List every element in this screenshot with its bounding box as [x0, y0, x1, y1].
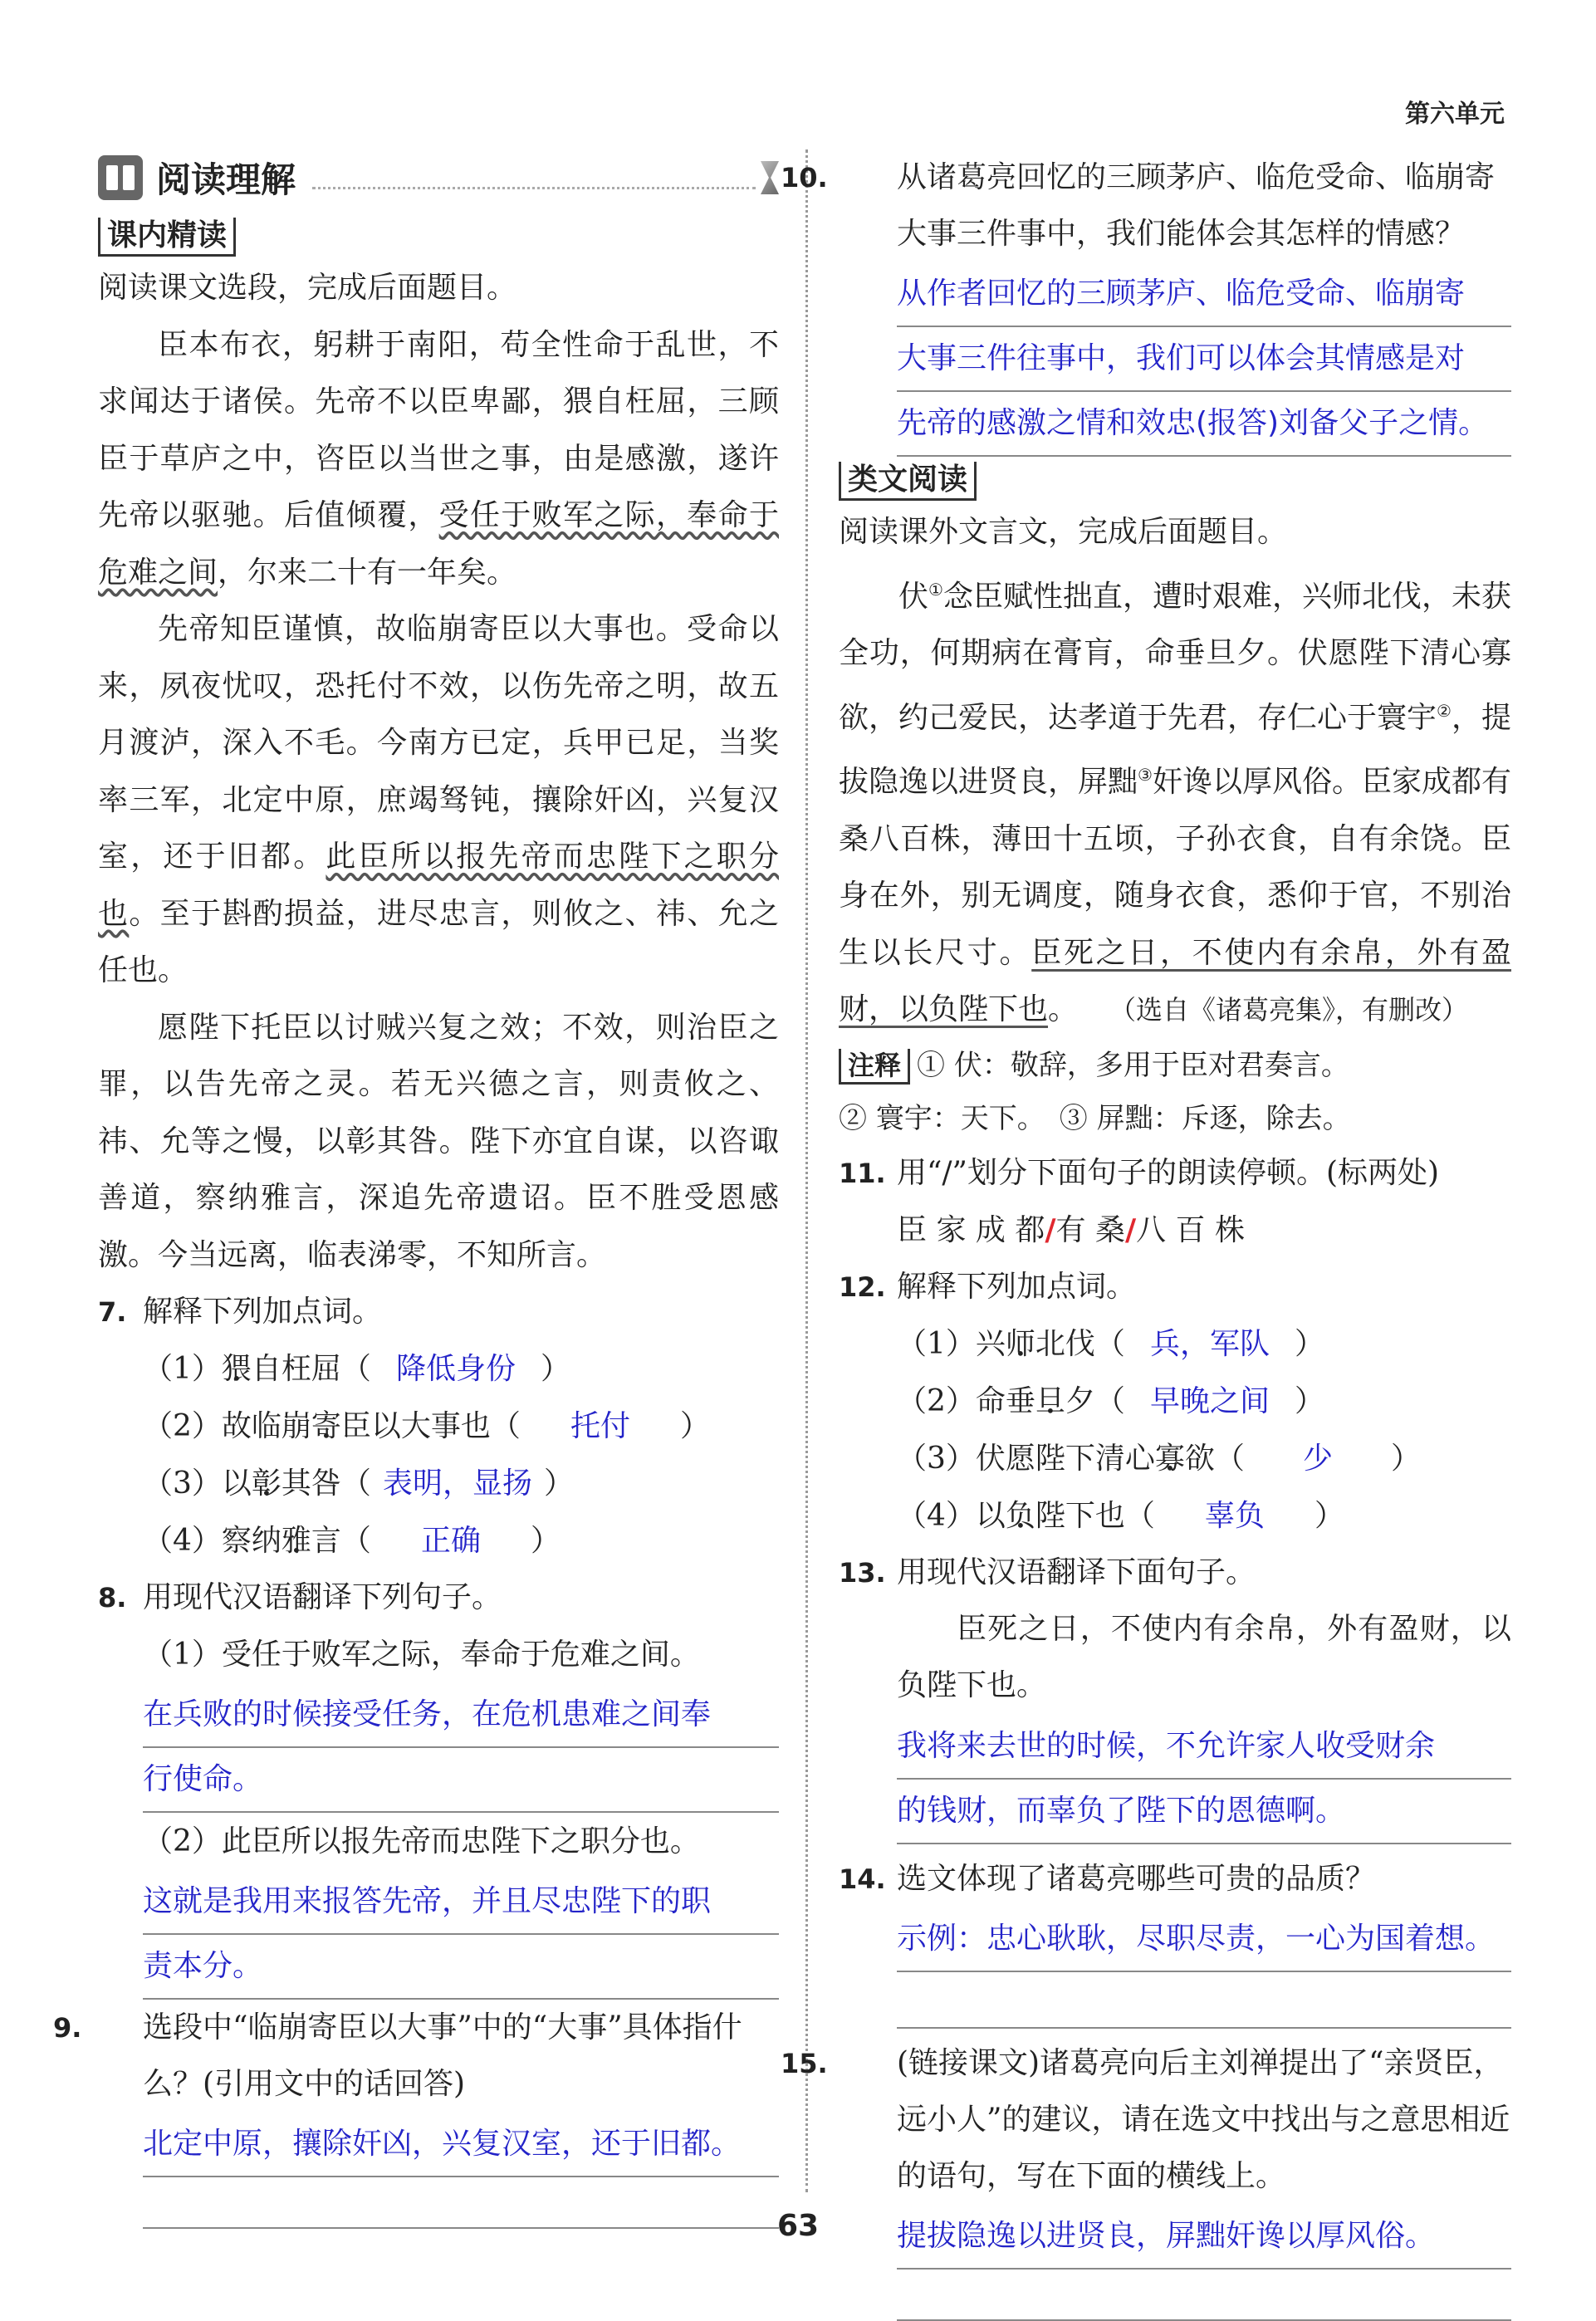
- q7-item-3: （3）以彰其咎（ 表明，显扬 ）: [143, 1467, 574, 1501]
- q14-blank-line[interactable]: [897, 1972, 1511, 2029]
- section-rule: [312, 187, 756, 189]
- q7-item-4: （4）察纳雅言（ 正确 ）: [143, 1524, 561, 1558]
- passage-para-3: 愿陛下托臣以讨贼兴复之效；不效，则治臣之罪，以告先帝之灵。若无兴德之言，则责攸之、祎、允等之慢，以彰其咎。陛下亦宜自谋，以咨诹善道，察纳雅言，深追先帝遗诏。臣不胜受恩感激。今当远离，临表涕零，不知所言。: [98, 1010, 779, 1272]
- q11-slash-2[interactable]: /: [1124, 1212, 1137, 1247]
- q8-sentence-2: （2）此臣所以报先帝而忠陛下之职分也。: [143, 1824, 700, 1858]
- note-2: ② 寰宇：天下。 ③ 屏黜：斥逐，除去。: [839, 1101, 1351, 1135]
- q14-answer[interactable]: 示例：忠心耿耿，尽职尽责，一心为国着想。: [897, 1907, 1511, 1972]
- q10-answer-line-2[interactable]: 大事三件往事中，我们可以体会其情感是对: [897, 327, 1511, 392]
- passage-para-1: 臣本布衣，躬耕于南阳，苟全性命于乱世，不求闻达于诸侯。先帝不以臣卑鄙，猥自枉屈，三顾臣于草庐之中，咨臣以当世之事，由是感激，遂许先帝以驱驰。后值倾覆，受任于败军之际，奉命于危难之间，尔来二十有一年矣。: [98, 327, 779, 590]
- q15-answer[interactable]: 提拔隐逸以进贤良，屏黜奸谗以厚风俗。: [897, 2205, 1511, 2270]
- question-14: 14. 选文体现了诸葛亮哪些可贵的品质？: [839, 1861, 1376, 1896]
- section-title: 阅读理解: [156, 159, 296, 200]
- left-column: [53, 148, 779, 2229]
- q12-answer-4[interactable]: 辜负: [1204, 1498, 1265, 1533]
- q10-answer-line-3[interactable]: 先帝的感激之情和效忠(报答)刘备父子之情。: [897, 392, 1511, 457]
- q8-answer-2-line-2[interactable]: 责本分。: [143, 1935, 779, 2000]
- q13-answer-line-2[interactable]: 的钱财，而辜负了陛下的恩德啊。: [897, 1780, 1511, 1844]
- book-icon: [98, 155, 143, 200]
- question-10: 10. 从诸葛亮回忆的三顾茅庐、临危受命、临崩寄大事三件事中，我们能体会其怎样的情感？: [781, 160, 1496, 251]
- q8-sentence-1: （1）受任于败军之际，奉命于危难之间。: [143, 1638, 700, 1672]
- q11-slash-1[interactable]: /: [1045, 1212, 1056, 1247]
- note-1: 注释 ① 伏：敬辞，多用于臣对君奏言。: [839, 1039, 1511, 1092]
- question-9: 9. 选段中“临崩寄臣以大事”中的“大事”具体指什么？(引用文中的话回答): [53, 2010, 742, 2101]
- q13-answer-line-1[interactable]: 我将来去世的时候，不允许家人收受财余: [897, 1715, 1511, 1780]
- passage-para-2: 先帝知臣谨慎，故临崩寄臣以大事也。受命以来，夙夜忧叹，恐托付不效，以伤先帝之明，故五月渡泸，深入不毛。今南方已定，兵甲已足，当奖率三军，北定中原，庶竭驽钝，攘除奸凶，兴复汉室，还于旧都。此臣所以报先帝而忠陛下之职分也。至于斟酌损益，进尽忠言，则攸之、祎、允之任也。: [98, 612, 779, 987]
- q12-answer-2[interactable]: 早晚之间: [1149, 1383, 1270, 1418]
- note-label: 注释: [839, 1049, 910, 1085]
- question-12: 12. 解释下列加点词。: [839, 1269, 1137, 1304]
- q12-answer-3[interactable]: 少: [1302, 1441, 1333, 1476]
- page-number: 63: [776, 2209, 820, 2243]
- q12-answer-1[interactable]: 兵，军队: [1149, 1326, 1270, 1361]
- hourglass-icon: [761, 161, 779, 194]
- subhead-in-class: 课内精读: [98, 218, 236, 257]
- q8-answer-2-line-1[interactable]: 这就是我用来报答先帝，并且尽忠陛下的职: [143, 1870, 779, 1935]
- q11-sentence: 臣 家 成 都/有 桑/八 百 株: [897, 1212, 1245, 1247]
- q8-answer-1-line-1[interactable]: 在兵败的时候接受任务，在危机患难之间奉: [143, 1683, 779, 1748]
- instruction-extended: 阅读课外文言文，完成后面题目。: [839, 515, 1288, 549]
- q7-answer-2[interactable]: 托付: [570, 1409, 630, 1443]
- q12-item-1: （1）兴师北伐（ 兵，军队 ）: [897, 1326, 1324, 1361]
- q15-blank-line[interactable]: [897, 2270, 1511, 2321]
- extended-passage: 伏①念臣赋性拙直，遭时艰难，兴师北伐，未获全功，何期病在膏肓，命垂旦夕。伏愿陛下清心寡欲，约己爱民，达孝道于先君，存仁心于寰宇②，提拔隐逸以进贤良，屏黜③奸谗以厚风俗。臣家成都有桑八百株，薄田十五顷，子孙衣食，自有余饶。臣身在外，别无调度，随身衣食，悉仰于官，不别治生以长尺寸。臣死之日，不使内有余帛，外有盈财，以负陛下也。 （选自《诸葛亮集》，有删改）: [839, 579, 1511, 1026]
- unit-label: 第六单元: [1405, 100, 1505, 129]
- q8-answer-1-line-2[interactable]: 行使命。: [143, 1748, 779, 1813]
- instruction: 阅读课文选段，完成后面题目。: [98, 271, 517, 305]
- q7-answer-1[interactable]: 降低身份: [395, 1352, 516, 1386]
- q7-item-2: （2）故临崩寄臣以大事也（ 托付 ）: [143, 1409, 710, 1443]
- subhead-extended: 类文阅读: [839, 462, 977, 501]
- column-divider: [805, 149, 808, 2192]
- q7-item-1: （1）猥自枉屈（ 降低身份 ）: [143, 1352, 570, 1386]
- q10-answer-line-1[interactable]: 从作者回忆的三顾茅庐、临危受命、临崩寄: [897, 262, 1511, 327]
- question-15: 15. (链接课文)诸葛亮向后主刘禅提出了“亲贤臣，远小人”的建议，请在选文中找出与之意思相近的语句，写在下面的横线上。: [781, 2045, 1510, 2193]
- question-11: 11. 用“/”划分下面句子的朗读停顿。(标两处): [839, 1155, 1440, 1190]
- question-13: 13. 用现代汉语翻译下面句子。: [839, 1555, 1256, 1589]
- q12-item-4: （4）以负陛下也（ 辜负 ）: [897, 1498, 1344, 1533]
- q13-sentence: 臣死之日，不使内有余帛，外有盈财，以负陛下也。: [897, 1611, 1511, 1702]
- q9-answer[interactable]: 北定中原，攘除奸凶，兴复汉室，还于旧都。: [143, 2113, 779, 2177]
- question-8: 8. 用现代汉语翻译下列句子。: [98, 1580, 502, 1614]
- q12-item-3: （3）伏愿陛下清心寡欲（ 少 ）: [897, 1441, 1421, 1476]
- section-header: [98, 148, 779, 208]
- q7-answer-3[interactable]: 表明，显扬: [382, 1467, 532, 1501]
- q7-answer-4[interactable]: 正确: [420, 1524, 481, 1558]
- question-7: 7. 解释下列加点词。: [98, 1295, 383, 1329]
- q12-item-2: （2）命垂旦夕（ 早晚之间 ）: [897, 1383, 1324, 1418]
- source-citation: （选自《诸葛亮集》，有删改）: [1123, 994, 1469, 1026]
